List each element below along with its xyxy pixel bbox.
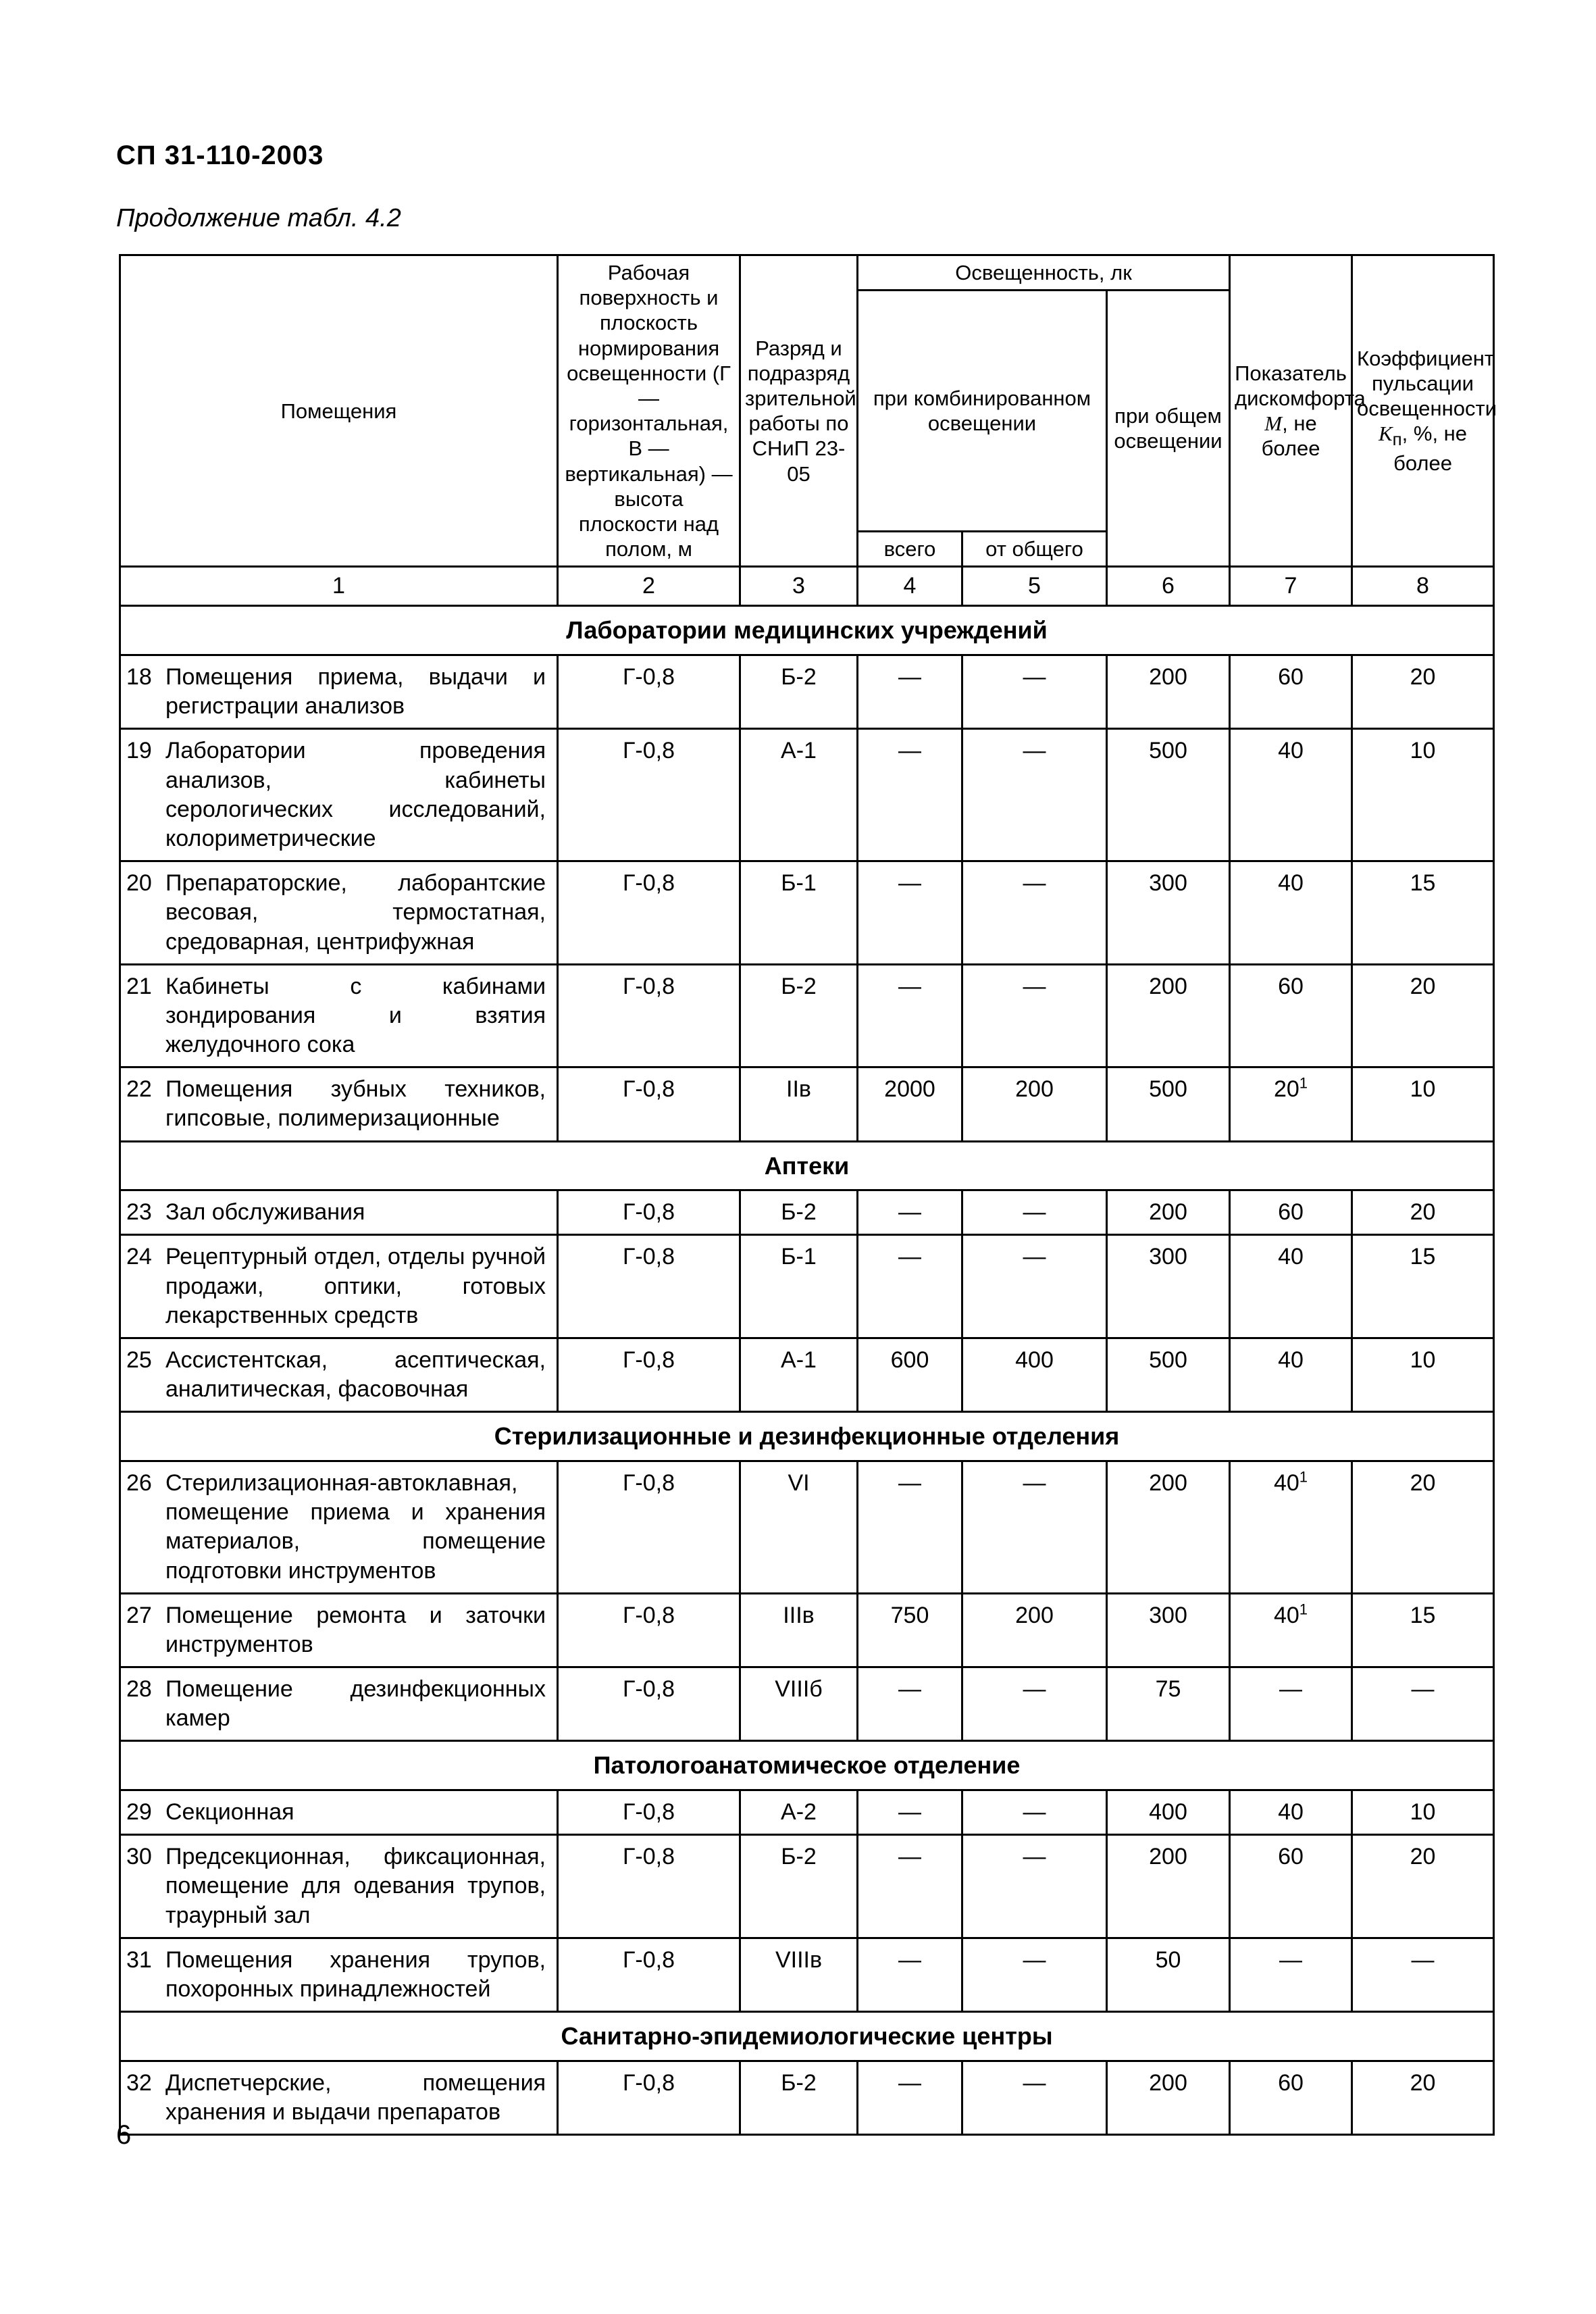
section-title: Патологоанатомическое отделение [120,1741,1494,1790]
room-name: Помещение ремонта и заточки инструментов [165,1602,546,1657]
visual-category-cell: Б-2 [740,1835,858,1938]
general-illuminance-cell: 500 [1107,1338,1230,1411]
footnote-mark: 1 [1299,1074,1308,1092]
pulsation-cell: 20 [1352,1190,1494,1235]
visual-category-cell: Б-2 [740,1190,858,1235]
footnote-mark: 1 [1299,1601,1308,1618]
combined-from-general-cell: 200 [962,1593,1107,1667]
header-total: всего [858,532,962,567]
combined-total-cell: 750 [858,1593,962,1667]
header-discomfort-post: , не более [1261,411,1320,461]
visual-category-cell: Б-1 [740,1235,858,1338]
work-surface-cell: Г-0,8 [558,1338,740,1411]
visual-category-cell: А-2 [740,1790,858,1835]
room-cell [120,1790,558,1835]
pulsation-cell: 15 [1352,1593,1494,1667]
discomfort-cell [1230,1667,1352,1741]
section-row [120,1741,1494,1790]
lighting-norms-table [119,254,1495,2136]
pulsation-cell: — [1352,1938,1494,2011]
combined-total-cell: 600 [858,1338,962,1411]
combined-total-cell: — [858,1667,962,1741]
combined-total-cell: — [858,1790,962,1835]
table-row [120,1338,1494,1411]
room-cell [120,1067,558,1141]
visual-category-cell: VI [740,1461,858,1594]
combined-total-cell: — [858,1190,962,1235]
discomfort-cell [1230,1235,1352,1338]
row-number: 20 [126,870,152,897]
combined-from-general-cell: — [962,729,1107,861]
room-cell [120,1235,558,1338]
row-number: 32 [126,2069,152,2096]
room-name: Диспетчерские, помещения хранения и выдачи препаратов [165,2069,546,2126]
room-cell [120,1461,558,1594]
discomfort-cell [1230,964,1352,1067]
row-number: 25 [126,1347,152,1373]
general-illuminance-cell: 300 [1107,861,1230,965]
table-row [120,1461,1494,1594]
discomfort-cell [1230,729,1352,861]
combined-from-general-cell: — [962,1235,1107,1338]
table-row [120,1067,1494,1141]
table-row [120,1593,1494,1667]
discomfort-cell [1230,1461,1352,1594]
visual-category-cell: IIв [740,1067,858,1141]
page-number: 6 [116,2120,132,2150]
header-work-surface: Рабочая поверхность и плоскость нормирования освещенности (Г — горизонтальная, В — вертикальная) — высота плоскости над полом, м [558,255,740,567]
discomfort-value: 20 [1273,1076,1299,1103]
discomfort-cell [1230,1067,1352,1141]
visual-category-cell: IIIв [740,1593,858,1667]
work-surface-cell: Г-0,8 [558,1835,740,1938]
work-surface-cell: Г-0,8 [558,1593,740,1667]
visual-category-cell: Б-2 [740,2061,858,2134]
room-cell [120,1938,558,2011]
discomfort-cell [1230,2061,1352,2134]
combined-from-general-cell: — [962,861,1107,965]
pulsation-cell: 20 [1352,2061,1494,2134]
discomfort-cell [1230,1835,1352,1938]
general-illuminance-cell: 200 [1107,1835,1230,1938]
discomfort-value: — [1279,1676,1303,1703]
combined-from-general-cell: — [962,1835,1107,1938]
room-cell [120,729,558,861]
combined-total-cell: — [858,655,962,729]
general-illuminance-cell: 300 [1107,1235,1230,1338]
room-name: Помещения хранения трупов, похоронных принадлежностей [165,1946,546,2002]
pulsation-cell: 20 [1352,1461,1494,1594]
discomfort-value: 40 [1278,1799,1304,1826]
work-surface-cell: Г-0,8 [558,1790,740,1835]
room-name: Помещения приема, выдачи и регистрации анализов [165,664,546,720]
pulsation-cell: — [1352,1667,1494,1741]
pulsation-cell: 20 [1352,1835,1494,1938]
room-name: Рецептурный отдел, отделы ручной продажи, оптики, готовых лекарственных средств [165,1244,546,1328]
general-illuminance-cell: 300 [1107,1593,1230,1667]
column-number: 6 [1107,567,1230,606]
row-number: 24 [126,1244,152,1270]
discomfort-value: 40 [1278,738,1304,764]
general-illuminance-cell: 200 [1107,655,1230,729]
header-pulsation-post: , %, не более [1393,422,1468,476]
discomfort-cell [1230,1790,1352,1835]
table-row [120,1938,1494,2011]
row-number: 26 [126,1470,152,1496]
combined-total-cell: — [858,861,962,965]
general-illuminance-cell: 500 [1107,1067,1230,1141]
room-cell [120,1835,558,1938]
combined-total-cell: — [858,1938,962,2011]
visual-category-cell: Б-1 [740,861,858,965]
row-number: 23 [126,1199,152,1226]
header-discomfort-symbol: M [1264,411,1283,436]
combined-total-cell: — [858,1461,962,1594]
row-number: 28 [126,1676,152,1703]
visual-category-cell: Б-2 [740,655,858,729]
general-illuminance-cell: 200 [1107,2061,1230,2134]
work-surface-cell: Г-0,8 [558,861,740,965]
discomfort-cell [1230,1190,1352,1235]
table-row [120,861,1494,965]
room-name: Зал обслуживания [165,1199,365,1226]
combined-total-cell: — [858,1835,962,1938]
combined-from-general-cell: — [962,2061,1107,2134]
table-row [120,964,1494,1067]
row-number: 18 [126,664,152,690]
header-pulsation-pre: Коэффициент пульсации освещенности [1357,346,1497,421]
general-illuminance-cell: 200 [1107,964,1230,1067]
general-illuminance-cell: 200 [1107,1190,1230,1235]
visual-category-cell: А-1 [740,729,858,861]
room-name: Предсекционная, фиксационная, помещение для одевания трупов, траурный зал [165,1844,546,1928]
header-general: при общем освещении [1107,291,1230,567]
header-from-general: от общего [962,532,1107,567]
visual-category-cell: VIIIб [740,1667,858,1741]
column-number: 4 [858,567,962,606]
table-row [120,1190,1494,1235]
header-discomfort [1230,255,1366,567]
combined-from-general-cell: — [962,1667,1107,1741]
combined-from-general-cell: — [962,1790,1107,1835]
work-surface-cell: Г-0,8 [558,1461,740,1594]
table-row [120,1790,1494,1835]
section-row [120,1412,1494,1461]
pulsation-cell: 20 [1352,655,1494,729]
work-surface-cell: Г-0,8 [558,729,740,861]
combined-from-general-cell: — [962,1938,1107,2011]
room-cell [120,1593,558,1667]
table-row [120,1835,1494,1938]
combined-total-cell: 2000 [858,1067,962,1141]
work-surface-cell: Г-0,8 [558,964,740,1067]
section-row [120,2012,1494,2061]
general-illuminance-cell: 200 [1107,1461,1230,1594]
pulsation-cell: 15 [1352,861,1494,965]
discomfort-value: 60 [1278,1199,1304,1226]
header-illuminance: Освещенность, лк [858,255,1230,291]
work-surface-cell: Г-0,8 [558,2061,740,2134]
room-name: Помещения зубных техников, гипсовые, полимеризационные [165,1076,546,1132]
room-cell [120,1338,558,1411]
header-pulsation-symbol: K [1378,422,1393,446]
section-row [120,606,1494,655]
table-row [120,2061,1494,2134]
work-surface-cell: Г-0,8 [558,655,740,729]
discomfort-cell [1230,861,1352,965]
work-surface-cell: Г-0,8 [558,1938,740,2011]
row-number: 29 [126,1799,152,1826]
visual-category-cell: А-1 [740,1338,858,1411]
section-row [120,1141,1494,1190]
discomfort-value: 60 [1278,664,1304,690]
header-discomfort-pre: Показатель дискомфорта [1235,361,1366,410]
header-combined: при комбинированном освещении [858,291,1107,532]
discomfort-value: 60 [1278,2069,1304,2096]
work-surface-cell: Г-0,8 [558,1067,740,1141]
room-cell [120,1667,558,1741]
combined-total-cell: — [858,1235,962,1338]
section-title: Лаборатории медицинских учреждений [120,606,1494,655]
header-pulsation-subscript: п [1392,430,1402,450]
column-number: 5 [962,567,1107,606]
room-name: Помещение дезинфекционных камер [165,1676,546,1732]
room-name: Секционная [165,1799,294,1826]
combined-from-general-cell: 200 [962,1067,1107,1141]
column-number: 1 [120,567,558,606]
pulsation-cell: 10 [1352,1067,1494,1141]
room-cell [120,861,558,965]
header-visual-category: Разряд и подразряд зрительной работы по СНиП 23-05 [740,255,858,567]
pulsation-cell: 10 [1352,729,1494,861]
column-number: 7 [1230,567,1352,606]
pulsation-cell: 20 [1352,964,1494,1067]
visual-category-cell: Б-2 [740,964,858,1067]
column-number: 2 [558,567,740,606]
discomfort-value: 40 [1273,1602,1299,1628]
row-number: 21 [126,973,152,999]
pulsation-cell: 15 [1352,1235,1494,1338]
column-number: 3 [740,567,858,606]
table-body [120,567,1494,2135]
room-cell [120,2061,558,2134]
work-surface-cell: Г-0,8 [558,1190,740,1235]
row-number: 31 [126,1946,152,1973]
general-illuminance-cell: 400 [1107,1790,1230,1835]
section-title: Стерилизационные и дезинфекционные отделения [120,1412,1494,1461]
discomfort-value: — [1279,1946,1303,1973]
row-number: 19 [126,738,152,764]
work-surface-cell: Г-0,8 [558,1667,740,1741]
row-number: 30 [126,1844,152,1870]
table-header [120,255,1497,567]
table-row [120,655,1494,729]
general-illuminance-cell: 75 [1107,1667,1230,1741]
column-number: 8 [1352,567,1494,606]
row-number: 27 [126,1602,152,1628]
row-number: 22 [126,1076,152,1103]
section-title: Санитарно-эпидемиологические центры [120,2012,1494,2061]
combined-total-cell: — [858,2061,962,2134]
combined-total-cell: — [858,964,962,1067]
general-illuminance-cell: 50 [1107,1938,1230,2011]
discomfort-cell [1230,1593,1352,1667]
discomfort-value: 60 [1278,973,1304,999]
combined-from-general-cell: — [962,1461,1107,1594]
room-cell [120,1190,558,1235]
room-cell [120,655,558,729]
room-name: Ассистентская, асептическая, аналитическая, фасовочная [165,1347,546,1403]
room-name: Препараторские, лаборантские весовая, термостатная, средоварная, центрифужная [165,870,546,955]
table-row [120,1667,1494,1741]
discomfort-value: 40 [1278,1347,1304,1373]
discomfort-cell [1230,655,1352,729]
combined-from-general-cell: 400 [962,1338,1107,1411]
table-row [120,729,1494,861]
general-illuminance-cell: 500 [1107,729,1230,861]
pulsation-cell: 10 [1352,1790,1494,1835]
discomfort-value: 40 [1278,1244,1304,1270]
discomfort-cell [1230,1938,1352,2011]
combined-total-cell: — [858,729,962,861]
combined-from-general-cell: — [962,655,1107,729]
table-continuation-caption: Продолжение табл. 4.2 [116,204,401,232]
visual-category-cell: VIIIв [740,1938,858,2011]
room-name: Лаборатории проведения анализов, кабинеты серологических исследований, колориметрические [165,738,546,851]
column-numbers-row [120,567,1494,606]
footnote-mark: 1 [1299,1468,1308,1486]
combined-from-general-cell: — [962,1190,1107,1235]
work-surface-cell: Г-0,8 [558,1235,740,1338]
section-title: Аптеки [120,1141,1494,1190]
room-name: Кабинеты с кабинами зондирования и взятия желудочного сока [165,973,546,1058]
discomfort-cell [1230,1338,1352,1411]
pulsation-cell: 10 [1352,1338,1494,1411]
discomfort-value: 40 [1278,870,1304,897]
room-cell [120,964,558,1067]
room-name: Стерилизационная-автоклавная, помещение приема и хранения материалов, помещение подготовки инструментов [165,1470,546,1584]
header-pulsation [1352,255,1497,567]
header-rooms: Помещения [120,255,558,567]
discomfort-value: 60 [1278,1844,1304,1870]
combined-from-general-cell: — [962,964,1107,1067]
discomfort-value: 40 [1273,1470,1299,1496]
document-code: СП 31-110-2003 [116,141,324,170]
table-row [120,1235,1494,1338]
